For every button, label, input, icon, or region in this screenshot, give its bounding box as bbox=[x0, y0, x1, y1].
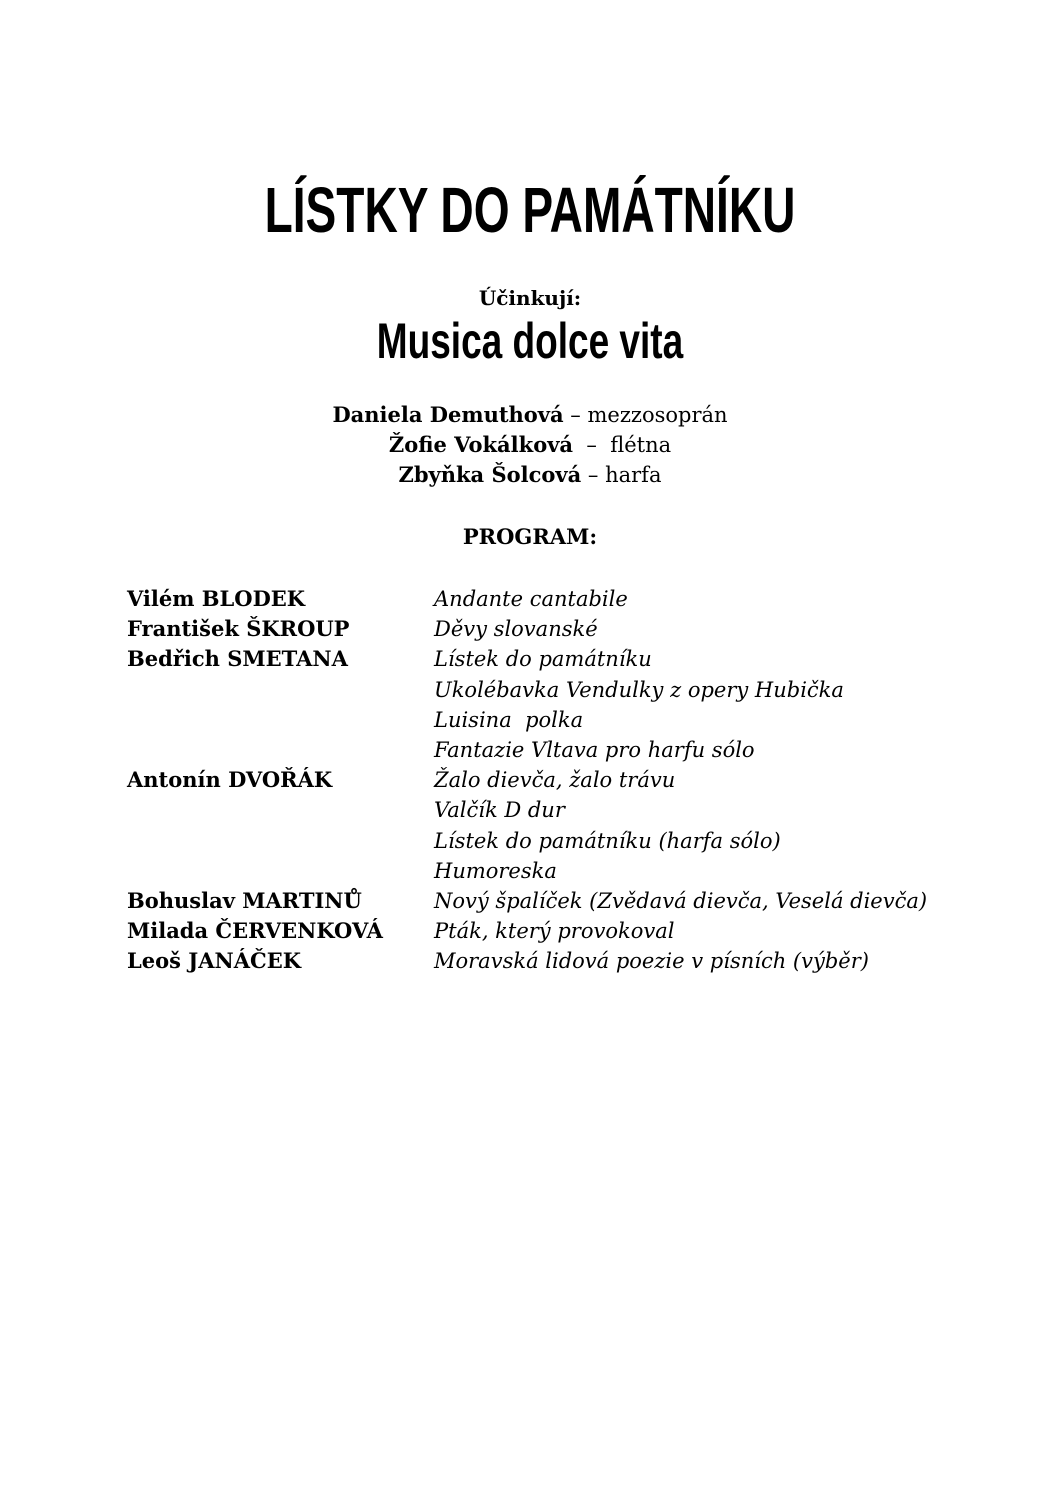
work-title: Děvy slovanské bbox=[434, 617, 598, 642]
program-row bbox=[127, 946, 1027, 976]
work-title: Pták, který provokoval bbox=[434, 919, 675, 944]
work-title: Lístek do památníku bbox=[434, 647, 652, 672]
musicians-list bbox=[0, 400, 1060, 490]
composer-name: Milada ČERVENKOVÁ bbox=[127, 918, 383, 944]
musician-separator: – bbox=[573, 433, 611, 457]
composer-name: Vilém BLODEK bbox=[127, 586, 306, 611]
performers-label: Účinkují: bbox=[478, 286, 582, 310]
page-title: LÍSTKY DO PAMÁTNÍKU bbox=[264, 174, 796, 246]
program-row bbox=[127, 614, 1027, 644]
program-row bbox=[127, 826, 1027, 856]
musician-role: flétna bbox=[610, 433, 672, 457]
composer-name: Antonín DVOŘÁK bbox=[127, 767, 333, 793]
program-row bbox=[127, 644, 1027, 674]
musician-role: mezzosoprán bbox=[587, 403, 728, 427]
composer-name: František ŠKROUP bbox=[127, 616, 350, 642]
musician-name: Zbyňka Šolcová bbox=[398, 462, 582, 487]
program-row bbox=[127, 765, 1027, 795]
work-title: Moravská lidová poezie v písních (výběr) bbox=[434, 949, 869, 974]
musician-separator: – bbox=[581, 463, 606, 487]
musician-role: harfa bbox=[605, 463, 662, 487]
work-title: Lístek do památníku (harfa sólo) bbox=[434, 828, 781, 853]
work-title: Andante cantabile bbox=[434, 587, 628, 611]
work-title: Valčík D dur bbox=[434, 798, 565, 823]
musician-line bbox=[0, 430, 1060, 460]
work-title: Humoreska bbox=[434, 858, 557, 883]
program-row bbox=[127, 705, 1027, 735]
composer-name: Bedřich SMETANA bbox=[127, 646, 348, 672]
program-row bbox=[127, 675, 1027, 705]
composer-name: Leoš JANÁČEK bbox=[127, 948, 301, 974]
work-title: Nový špalíček (Zvědavá dievča, Veselá dievča) bbox=[434, 888, 928, 913]
composer-name: Bohuslav MARTINŮ bbox=[127, 887, 362, 913]
program-row bbox=[127, 886, 1027, 916]
program-row bbox=[127, 735, 1027, 765]
musician-line bbox=[0, 400, 1060, 430]
work-title: Žalo dievča, žalo trávu bbox=[434, 768, 676, 793]
musician-line bbox=[0, 460, 1060, 490]
work-title: Luisina polka bbox=[434, 707, 584, 732]
work-title: Fantazie Vltava pro harfu sólo bbox=[434, 737, 755, 762]
ensemble-name: Musica dolce vita bbox=[376, 313, 684, 369]
program-row bbox=[127, 916, 1027, 946]
program-list bbox=[127, 584, 1027, 976]
musician-separator: – bbox=[563, 403, 588, 427]
program-row bbox=[127, 856, 1027, 886]
musician-name: Žofie Vokálková bbox=[388, 432, 574, 457]
program-row bbox=[127, 795, 1027, 825]
program-row bbox=[127, 584, 1027, 614]
program-heading: PROGRAM: bbox=[462, 524, 598, 549]
musician-name: Daniela Demuthová bbox=[332, 402, 564, 427]
work-title: Ukolébavka Vendulky z opery Hubička bbox=[434, 677, 844, 702]
